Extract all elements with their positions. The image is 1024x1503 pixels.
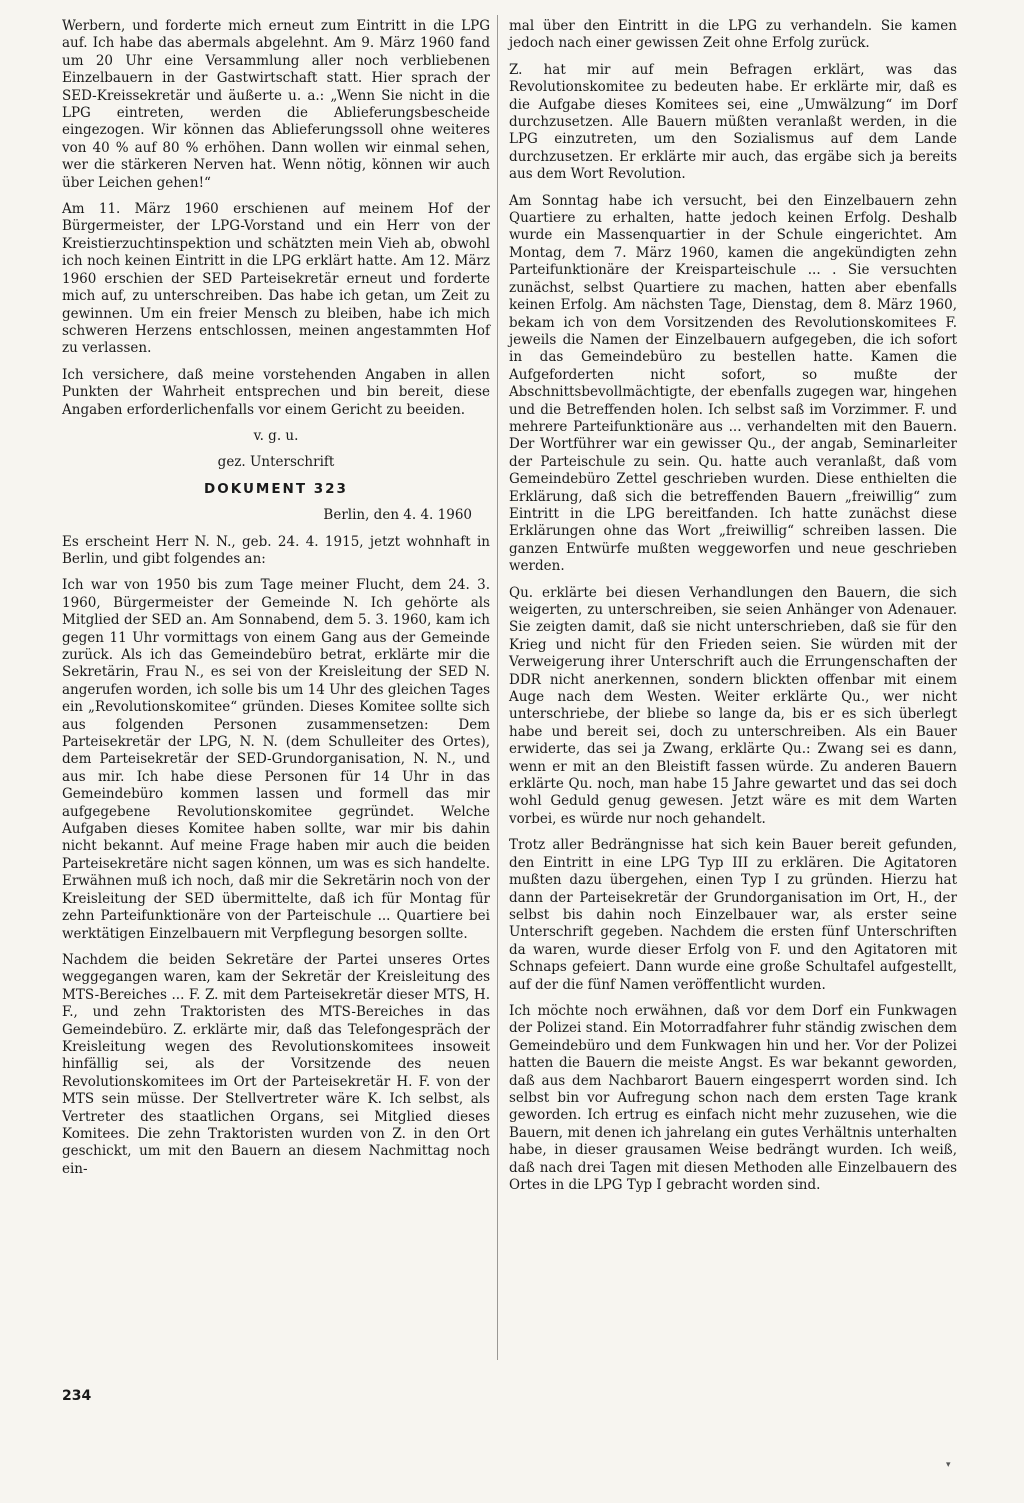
paragraph: Ich versichere, daß meine vorstehenden Angaben in allen Punkten der Wahrheit entsprechen und bin bereit, diese Angaben erforderlichenfalls vor einem Gericht zu beeiden. xyxy=(62,366,490,418)
vgu-line: v. g. u. xyxy=(253,427,299,444)
paragraph: Trotz aller Bedrängnisse hat sich kein Bauer bereit gefunden, den Eintritt in eine LPG Typ III zu erklären. Die Agitatoren mußten dazu übergehen, einen Typ I zu gründen. Hierzu hat dann der Parteisekretär der Grundorganisation im Ort, H., der selbst bis dahin noch Einzelbauer war, als erster seine Unterschrift gegeben. Nachdem die ersten fünf Unterschriften da waren, wurde dieser Erfolg von F. und den Agitatoren mit Schnaps gefeiert. Dann wurde eine große Schultafel aufgestellt, auf der die fünf Namen veröffentlicht wurden. xyxy=(509,837,957,993)
document-heading: DOKUMENT 323 xyxy=(204,480,348,497)
page-number: 234 xyxy=(62,1388,92,1404)
paragraph: Nachdem die beiden Sekretäre der Partei unseres Ortes weggegangen waren, kam der Sekretär der Kreisleitung des MTS-Bereiches ... F. Z. mit dem Parteisekretär dieser MTS, H. F., und zehn Traktoristen des MTS-Bereiches in das Gemeindebüro. Z. erklärte mir, daß das Telefongespräch der Kreisleitung wegen des Revolutionskomitees insoweit hinfällig sei, als der Vorsitzende des neuen Revolutionskomitees im Ort der Parteisekretär H. F. von der MTS sein müsse. Der Stellvertreter wäre K. Ich selbst, als Vertreter des staatlichen Organs, sei Mitglied dieses Komitees. Die zehn Traktoristen wurden von Z. in den Ort geschickt, um mit den Bauern an diesem Nachmittag noch ein- xyxy=(62,951,490,1177)
signature-line: gez. Unterschrift xyxy=(217,454,335,471)
paragraph: Es erscheint Herr N. N., geb. 24. 4. 1915, jetzt wohnhaft in Berlin, und gibt folgendes an: xyxy=(62,533,490,567)
paragraph: Qu. erklärte bei diesen Verhandlungen den Bauern, die sich weigerten, zu unterschreiben, sie seien Anhänger von Adenauer. Sie zeigten damit, daß sie nicht unterschrieben, daß sie für den Krieg und nicht für den Frieden seien. Sie würden mit der Verweigerung ihrer Unterschrift auch die Errungenschaften der DDR nicht anerkennen, sondern blickten offenbar mit einem Auge nach dem Westen. Weiter erklärte Qu., wer nicht unterschriebe, der bliebe so lange da, bis er es sich überlegt habe und bereit sei, doch zu unterschreiben. Als ein Bauer erwiderte, das sei ja Zwang, erklärte Qu.: Zwang sei es dann, wenn er mit an den Bleistift fassen würde. Zu anderen Bauern erklärte Qu. noch, man habe 15 Jahre gewartet und das sei doch wohl Geduld genug gewesen. Jetzt wäre es mit dem Warten vorbei, es würde nur noch gehandelt. xyxy=(509,584,957,827)
paragraph: Ich möchte noch erwähnen, daß vor dem Dorf ein Funkwagen der Polizei stand. Ein Motorradfahrer fuhr ständig zwischen dem Gemeindebüro und dem Funkwagen hin und her. Vor der Polizei hatten die Bauern die meiste Angst. Es war bekannt geworden, daß aus dem Nachbarort Bauern eingesperrt worden sind. Ich selbst bin vor Aufregung schon nach dem ersten Tage krank geworden. Ich ertrug es einfach nicht mehr zuzusehen, wie die Bauern, mit denen ich jahrelang ein gutes Verhältnis unterhalten habe, in dieser grausamen Weise bedrängt wurden. Ich weiß, daß nach drei Tagen mit diesen Methoden alle Einzelbauern des Ortes in die LPG Typ I gebracht worden sind. xyxy=(509,1002,957,1193)
paragraph: Werbern, und forderte mich erneut zum Eintritt in die LPG auf. Ich habe das abermals abgelehnt. Am 9. März 1960 fand um 20 Uhr eine Versammlung aller noch verbliebenen Einzelbauern in der Gastwirtschaft statt. Hier sprach der SED-Kreissekretär und äußerte u. a.: „Wenn Sie nicht in die LPG eintreten, werden die Ablieferungsbescheide eingezogen. Wir können das Ablieferungssoll ohne weiteres von 40 % auf 80 % erhöhen. Dann wollen wir einmal sehen, wer die stärkeren Nerven hat. Wenn nötig, können wir auch über Leichen gehen!“ xyxy=(62,18,490,191)
paragraph: Z. hat mir auf mein Befragen erklärt, was das Revolutionskomitee zu bedeuten habe. Er erklärte mir, daß es die Aufgabe dieses Komitees sei, eine „Umwälzung“ im Dorf durchzusetzen. Alle Bauern müßten veranlaßt werden, in die LPG einzutreten, um den Sozialismus auf dem Lande durchzusetzen. Er erklärte mir auch, das ergäbe sich ja bereits aus dem Wort Revolution. xyxy=(509,61,957,183)
left-column xyxy=(62,18,490,1187)
paragraph: Am Sonntag habe ich versucht, bei den Einzelbauern zehn Quartiere zu erhalten, hatte jedoch keinen Erfolg. Deshalb wurde ein Massenquartier in der Schule eingerichtet. Am Montag, dem 7. März 1960, kamen die angekündigten zehn Parteifunktionäre der Kreisparteischule ... . Sie versuchten zunächst, selbst Quartiere zu machen, hatten aber ebenfalls keinen Erfolg. Am nächsten Tage, Dienstag, dem 8. März 1960, bekam ich von dem Vorsitzenden des Revolutionskomitees F. jeweils die Namen der Einzelbauern aufgegeben, die ich sofort in das Gemeindebüro zu bestellen hatte. Kamen die Aufgeforderten nicht sofort, so mußte der Abschnittsbevollmächtigte, der ebenfalls zugegen war, hingehen und die Betreffenden holen. Ich selbst saß im Vorzimmer. F. und mehrere Parteifunktionäre aus ... verhandelten mit den Bauern. Der Wortführer war ein gewisser Qu., der angab, Seminarleiter der Parteischule zu sein. Qu. hatte auch veranlaßt, daß vom Gemeindebüro Zettel geschrieben wurden. Diese enthielten die Erklärung, daß sich die betreffenden Bauern „freiwillig“ zum Eintritt in die LPG bereitfanden. Ich hatte zunächst diese Erklärungen ohne das Wort „freiwillig“ schreiben lassen. Die ganzen Entwürfe mußten weggeworfen und neue geschrieben werden. xyxy=(509,192,957,575)
right-column xyxy=(509,18,957,1203)
column-divider xyxy=(497,15,498,1360)
paragraph: mal über den Eintritt in die LPG zu verhandeln. Sie kamen jedoch nach einer gewissen Zeit ohne Erfolg zurück. xyxy=(509,18,957,52)
paragraph: Am 11. März 1960 erschienen auf meinem Hof der Bürgermeister, der LPG-Vorstand und ein Herr von der Kreistierzuchtinspektion und schätzten mein Vieh ab, obwohl ich noch keinen Eintritt in die LPG erklärt hatte. Am 12. März 1960 erschien der SED Parteisekretär erneut und forderte mich auf, zu unterschreiben. Das habe ich getan, um Zeit zu gewinnen. Um ein freier Mensch zu bleiben, habe ich mich schweren Herzens entschlossen, meinen angestammten Hof zu verlassen. xyxy=(62,201,490,357)
paragraph: Ich war von 1950 bis zum Tage meiner Flucht, dem 24. 3. 1960, Bürgermeister der Gemeinde N. Ich gehörte als Mitglied der SED an. Am Sonnabend, dem 5. 3. 1960, kam ich gegen 11 Uhr vormittags von einem Gang aus der Gemeinde zurück. Als ich das Gemeindebüro betrat, erklärte mir die Sekretärin, Frau N., es sei von der Kreisleitung der SED N. angerufen worden, ich solle bis um 14 Uhr des gleichen Tages ein „Revolutionskomitee“ gründen. Dieses Komitee sollte sich aus folgenden Personen zusammensetzen: Dem Parteisekretär der LPG, N. N. (dem Schulleiter des Ortes), dem Parteisekretär der SED-Grundorganisation, N. N., und aus mir. Ich habe diese Personen für 14 Uhr in das Gemeindebüro kommen lassen und formell das mir aufgegebene Revolutionskomitee gegründet. Welche Aufgaben dieses Komitee haben sollte, war mir bis dahin nicht bekannt. Auf meine Frage haben mir auch die beiden Parteisekretäre nicht sagen können, um was es sich handelte. Erwähnen muß ich noch, daß mir die Sekretärin noch von der Kreisleitung der SED übermittelte, daß ich für Montag für zehn Parteifunktionäre von der Parteischule ... Quartiere bei werktätigen Einzelbauern mit Verpflegung besorgen sollte. xyxy=(62,577,490,942)
print-mark: ▾ xyxy=(946,1460,951,1470)
place-date: Berlin, den 4. 4. 1960 xyxy=(323,507,472,524)
